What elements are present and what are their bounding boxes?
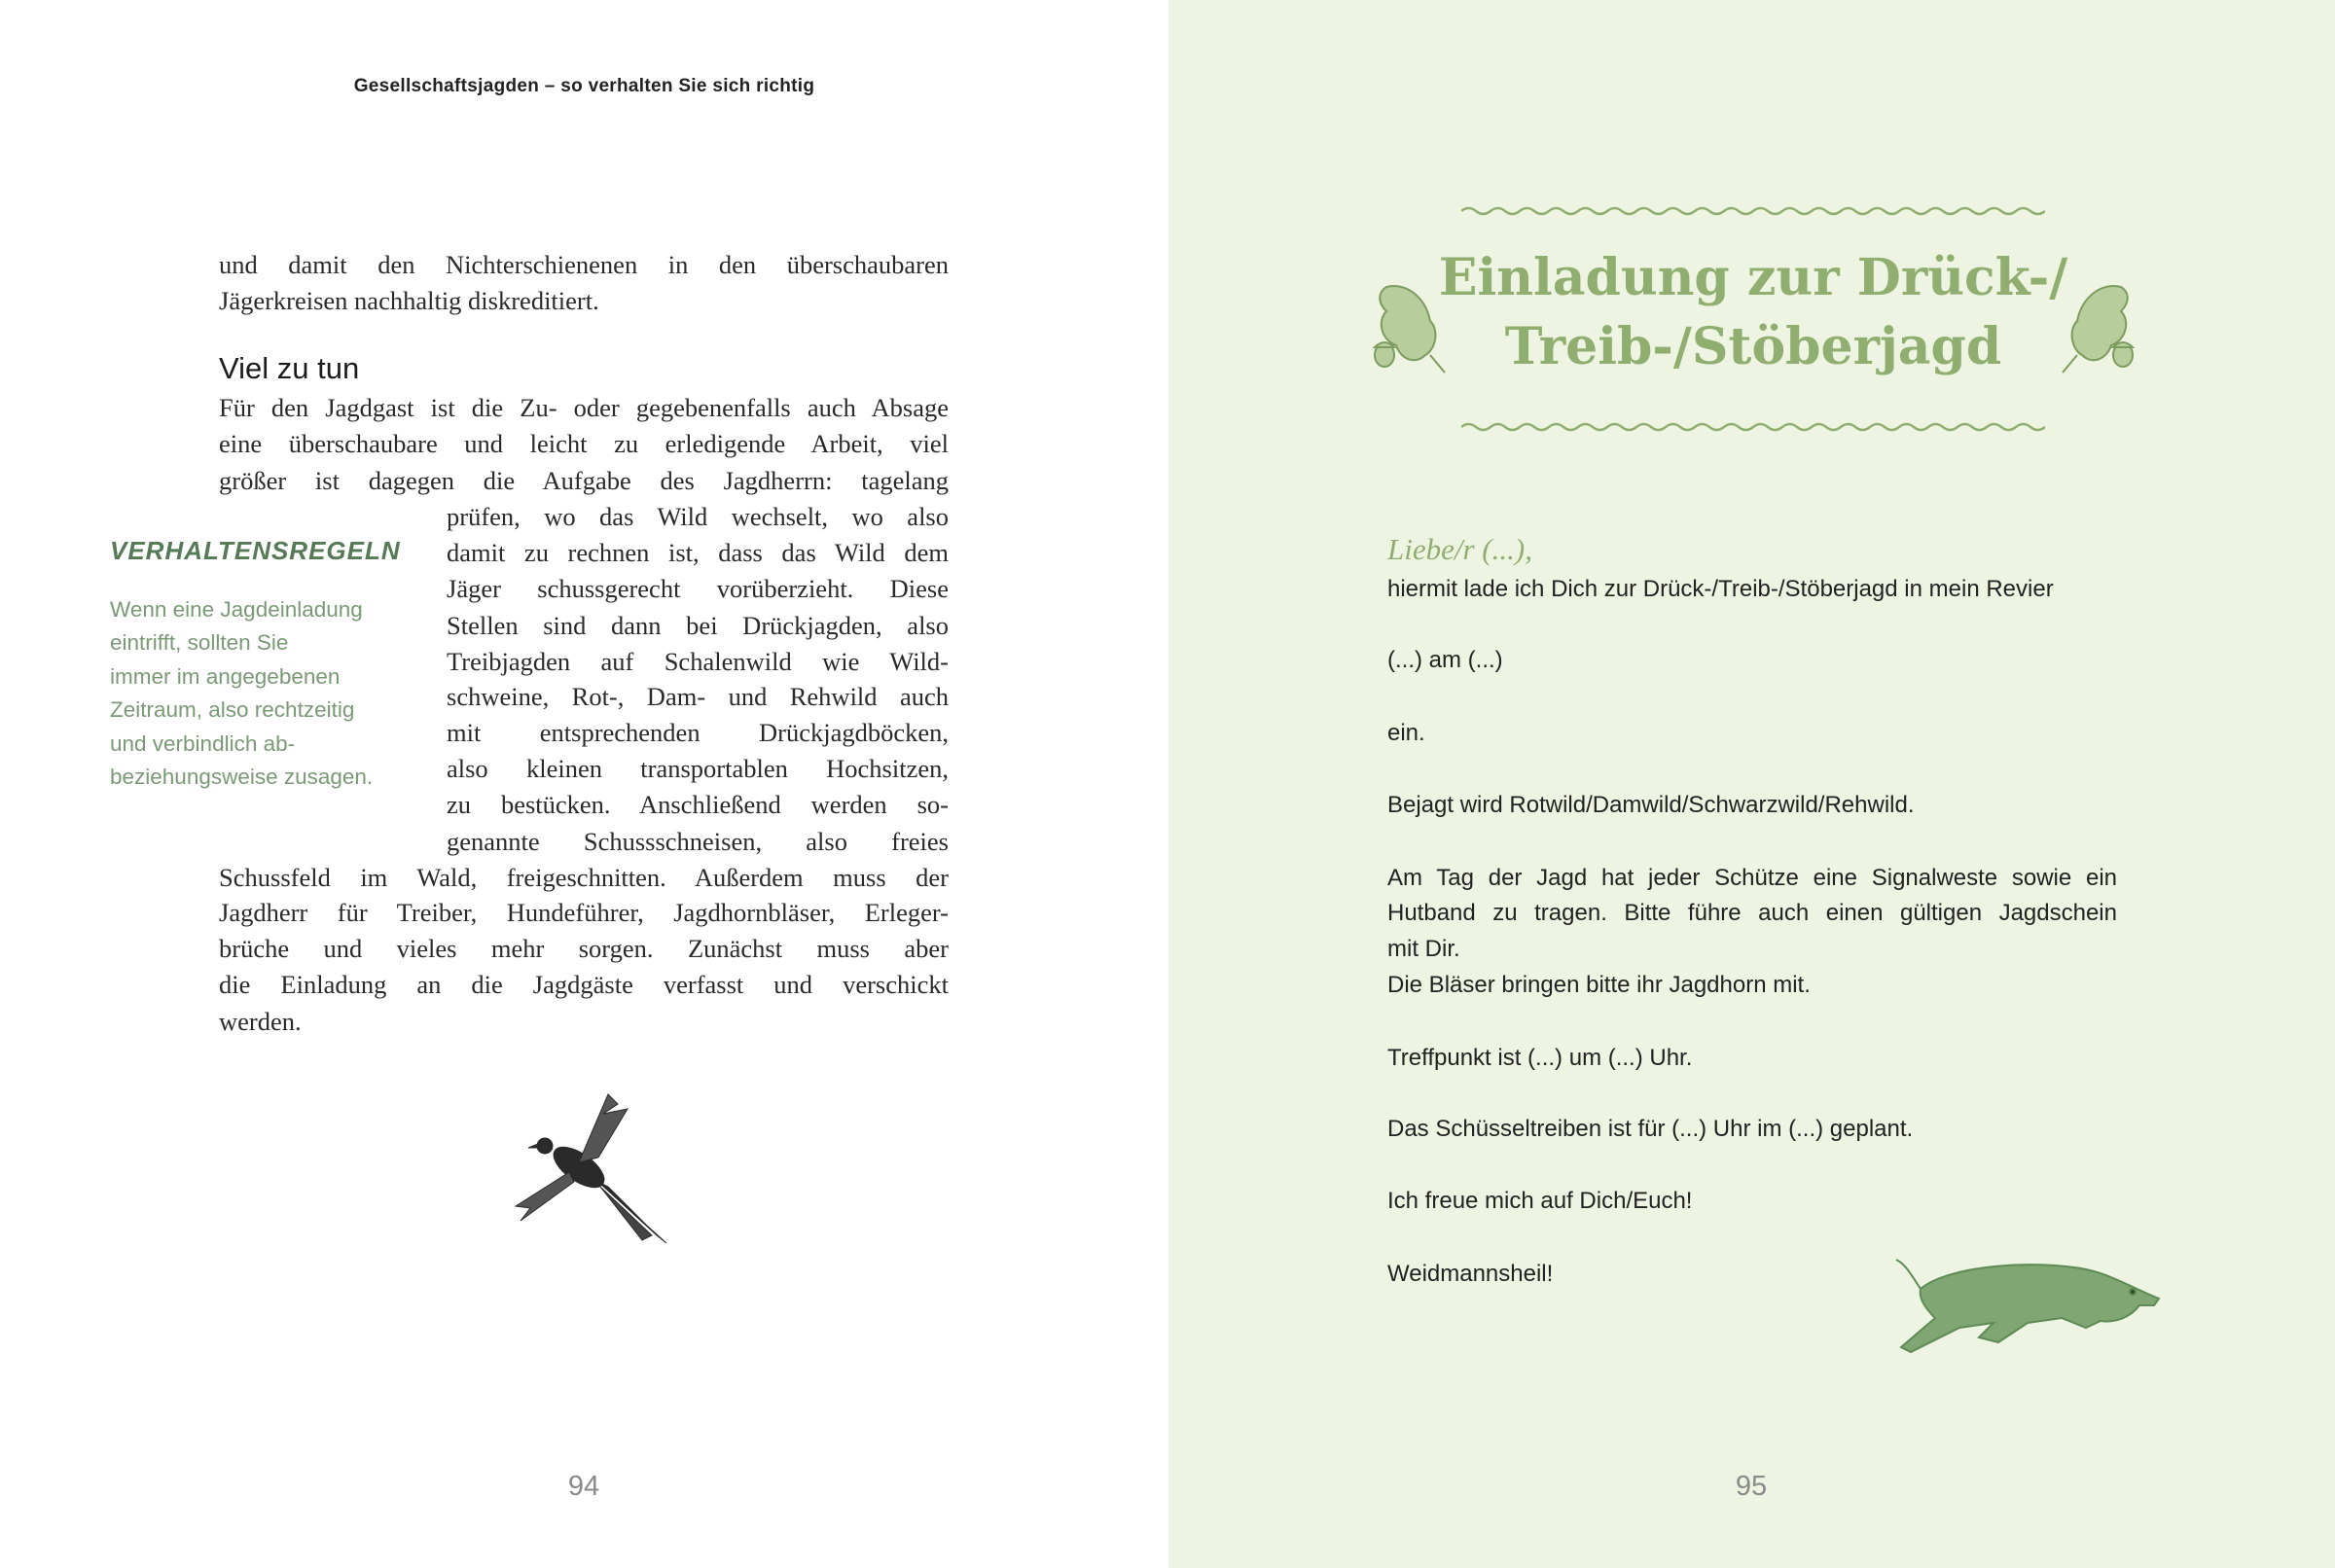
body-line: also kleinen transportablen Hochsitzen, bbox=[447, 754, 949, 783]
sidebar-heading: VERHALTENSREGELN bbox=[110, 536, 401, 565]
page-number: 94 bbox=[567, 1471, 600, 1502]
letter-greeting: Liebe/r (...), bbox=[1387, 532, 1532, 566]
letter-line: Ich freue mich auf Dich/Euch! bbox=[1387, 1188, 1693, 1214]
body-line: genannte Schussschneisen, also freies bbox=[447, 827, 949, 856]
wild-boar-illustration bbox=[1891, 1245, 2164, 1354]
letter-line: Am Tag der Jagd hat jeder Schütze eine Signalweste sowie ein bbox=[1387, 865, 2117, 891]
sidebar-line: Wenn eine Jagdeinladung bbox=[110, 597, 363, 622]
wavy-divider-top bbox=[1461, 205, 2045, 217]
body-line: Schussfeld im Wald, freigeschnitten. Außerdem muss der bbox=[219, 863, 949, 892]
sidebar-line: eintrifft, sollten Sie bbox=[110, 630, 289, 655]
sidebar-line: und verbindlich ab- bbox=[110, 731, 296, 756]
body-line: schweine, Rot-, Dam- und Rehwild auch bbox=[447, 682, 949, 711]
body-line: eine überschaubare und leicht zu erledigende Arbeit, viel bbox=[219, 429, 949, 458]
letter-line: Hutband zu tragen. Bitte führe auch einen gültigen Jagdschein bbox=[1387, 900, 2117, 926]
title-line: Einladung zur Drück-/ bbox=[1438, 248, 2068, 307]
wavy-divider-bottom bbox=[1461, 421, 2045, 433]
letter-line: Bejagt wird Rotwild/Damwild/Schwarzwild/Rehwild. bbox=[1387, 792, 1915, 818]
sidebar-line: immer im angegebenen bbox=[110, 664, 341, 689]
letter-line: Weidmannsheil! bbox=[1387, 1261, 1554, 1287]
letter-line: Die Bläser bringen bitte ihr Jagdhorn mit. bbox=[1387, 972, 1811, 998]
section-heading: Viel zu tun bbox=[219, 351, 360, 385]
letter-line: mit Dir. bbox=[1387, 936, 1460, 962]
title-line: Treib-/Stöberjagd bbox=[1504, 317, 2002, 376]
sidebar-line: beziehungsweise zusagen. bbox=[110, 765, 374, 789]
body-line: Jägerkreisen nachhaltig diskreditiert. bbox=[219, 286, 599, 315]
letter-line: Das Schüsseltreiben ist für (...) Uhr im (...) geplant. bbox=[1387, 1116, 1914, 1142]
body-line: Treibjagden auf Schalenwild wie Wild- bbox=[447, 647, 949, 676]
body-line: brüche und vieles mehr sorgen. Zunächst muss aber bbox=[219, 934, 949, 963]
oak-leaf-acorn-icon-right bbox=[2058, 277, 2140, 374]
letter-line: ein. bbox=[1387, 720, 1425, 746]
body-line: die Einladung an die Jagdgäste verfasst und verschickt bbox=[219, 970, 949, 999]
page-number: 95 bbox=[1735, 1471, 1768, 1502]
body-line: größer ist dagegen die Aufgabe des Jagdherrn: tagelang bbox=[219, 466, 949, 495]
running-header: Gesellschaftsjagden – so verhalten Sie sich richtig bbox=[353, 76, 815, 96]
body-line: mit entsprechenden Drückjagdböcken, bbox=[447, 718, 949, 747]
body-line: werden. bbox=[219, 1007, 302, 1036]
body-line: prüfen, wo das Wild wechselt, wo also bbox=[447, 502, 949, 531]
letter-line: Treffpunkt ist (...) um (...) Uhr. bbox=[1387, 1045, 1693, 1071]
pheasant-illustration bbox=[511, 1089, 671, 1245]
letter-line: hiermit lade ich Dich zur Drück-/Treib-/Stöberjagd in mein Revier bbox=[1387, 576, 2054, 602]
body-line: Für den Jagdgast ist die Zu- oder gegebenenfalls auch Absage bbox=[219, 393, 949, 422]
body-line: Stellen sind dann bei Drückjagden, also bbox=[447, 611, 949, 640]
letter-line: (...) am (...) bbox=[1387, 647, 1503, 673]
body-line: Jäger schussgerecht vorüberzieht. Diese bbox=[447, 574, 949, 603]
body-line: damit zu rechnen ist, dass das Wild dem bbox=[447, 538, 949, 567]
body-line: und damit den Nichterschienenen in den überschaubaren bbox=[219, 250, 949, 279]
body-line: zu bestücken. Anschließend werden so- bbox=[447, 790, 949, 819]
body-line: Jagdherr für Treiber, Hundeführer, Jagdhornbläser, Erleger- bbox=[219, 898, 949, 927]
sidebar-line: Zeitraum, also rechtzeitig bbox=[110, 697, 355, 722]
oak-leaf-acorn-icon-left bbox=[1367, 277, 1450, 374]
